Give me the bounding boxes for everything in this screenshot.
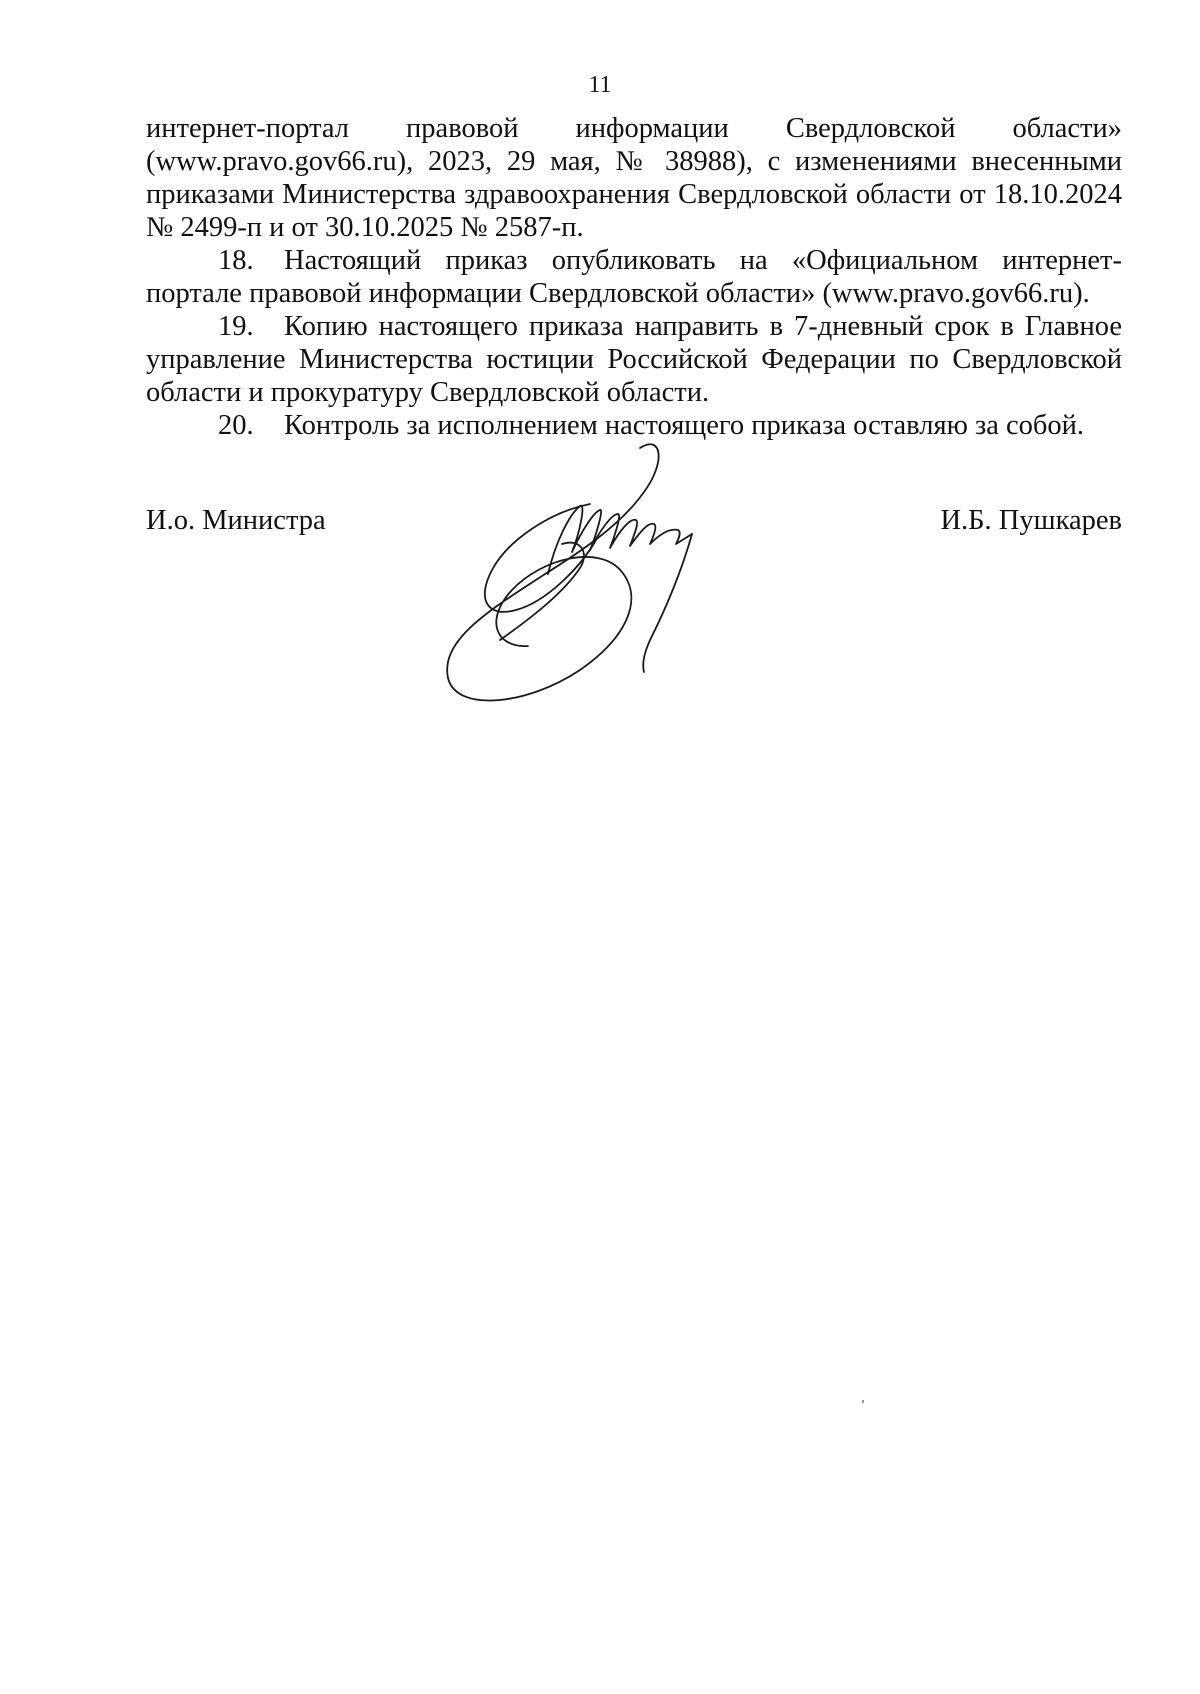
paragraph-continuation: интернет-портал правовой информации Свердловской области» (www.pravo.gov66.ru), 2023, 29 мая, № 38988), с изменениями внесенными приказами Министерства здравоохранения Свердловской области от 18.10.2024 № 2499-п и от 30.10.2025 № 2587-п.: [146, 113, 1122, 243]
document-body: [146, 112, 1122, 442]
item-text: Копию настоящего приказа направить в 7-дневный срок в Главное управление Министерства юстиции Российской Федерации по Свердловской области и прокуратуру Свердловской области.: [146, 311, 1122, 408]
signatory-name: И.Б. Пушкарев: [940, 505, 1122, 536]
page-number: 11: [588, 72, 612, 98]
item-text: Настоящий приказ опубликовать на «Официальном интернет-портале правовой информации Свердловской области» (www.pravo.gov66.ru).: [146, 245, 1122, 309]
list-item-19: [146, 310, 1122, 409]
list-item-20: [146, 409, 1122, 442]
item-text: Контроль за исполнением настоящего приказа оставляю за собой.: [284, 410, 1085, 441]
handwritten-signature: [430, 440, 760, 710]
signatory-title: И.о. Министра: [146, 505, 326, 536]
scan-speck: [862, 1400, 864, 1403]
item-number: 18.: [218, 245, 254, 276]
item-number: 20.: [218, 410, 254, 441]
item-number: 19.: [218, 311, 254, 342]
list-item-18: [146, 244, 1122, 310]
